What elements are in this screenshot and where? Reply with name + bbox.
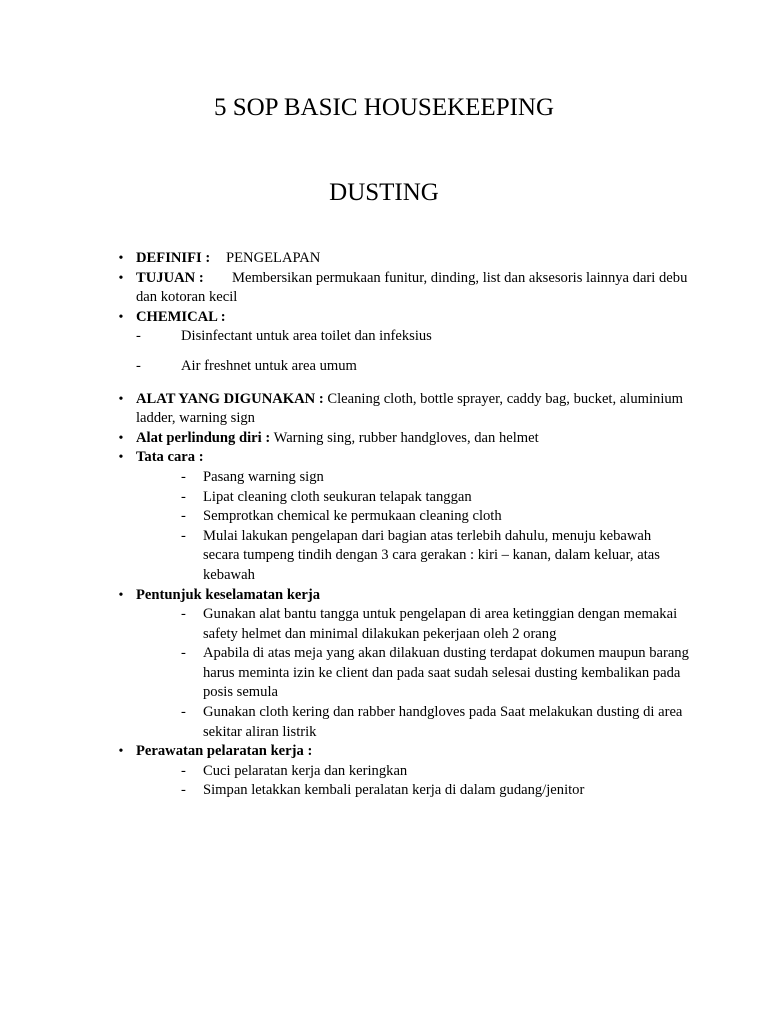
tujuan-text: Membersikan permukaan funitur, dinding, list dan aksesoris lainnya dari debu dan kotoran kecil bbox=[136, 269, 688, 306]
alat-label: ALAT YANG DIGUNAKAN : bbox=[136, 390, 324, 407]
tata-cara-item-text: Semprotkan chemical ke permukaan cleaning cloth bbox=[203, 508, 502, 525]
keselamatan-label: Pentunjuk keselamatan kerja bbox=[136, 586, 321, 603]
dash-glyph: - bbox=[181, 468, 186, 485]
document-subtitle: DUSTING bbox=[329, 179, 439, 206]
definisi-text: PENGELAPAN bbox=[226, 250, 321, 266]
bullet-icon: • bbox=[118, 744, 124, 760]
tata-cara-item bbox=[110, 527, 690, 586]
apd-label: Alat perlindung diri : bbox=[136, 429, 271, 446]
chemical-item bbox=[110, 357, 690, 377]
dash-glyph: - bbox=[181, 488, 186, 505]
dash-glyph: - bbox=[181, 762, 186, 779]
tata-cara-item-text: Pasang warning sign bbox=[203, 468, 324, 485]
dash-glyph: - bbox=[181, 782, 186, 799]
definisi-label: DEFINIFI : bbox=[136, 250, 211, 266]
perawatan-item bbox=[110, 762, 690, 782]
document-title: 5 SOP BASIC HOUSEKEEPING bbox=[213, 94, 555, 121]
dash-glyph: - bbox=[181, 606, 186, 623]
tata-cara-item bbox=[110, 507, 690, 527]
tata-cara-item-text: Lipat cleaning cloth seukuran telapak tanggan bbox=[203, 488, 472, 505]
perawatan-item bbox=[110, 781, 690, 801]
tujuan-label: TUJUAN : bbox=[136, 269, 204, 286]
chemical-item-text: Air freshnet untuk area umum bbox=[181, 357, 357, 374]
dash-glyph: - bbox=[136, 357, 141, 374]
tata-cara-item-text: Mulai lakukan pengelapan dari bagian atas terlebih dahulu, menuju kebawah secara tumpeng tindih dengan 3 cara gerakan : kiri – kanan, dalam keluar, atas kebawah bbox=[203, 527, 660, 583]
list-item-keselamatan bbox=[110, 586, 690, 606]
tata-cara-item bbox=[110, 488, 690, 508]
chemical-item bbox=[110, 327, 690, 347]
dash-glyph: - bbox=[181, 645, 186, 662]
keselamatan-item bbox=[110, 703, 690, 742]
list-item-apd bbox=[110, 429, 690, 449]
bullet-icon: • bbox=[118, 450, 124, 466]
keselamatan-item-text: Gunakan cloth kering dan rabber handgloves pada Saat melakukan dusting di area sekitar aliran listrik bbox=[203, 704, 683, 740]
tata-cara-item bbox=[110, 468, 690, 488]
dash-glyph: - bbox=[181, 527, 186, 544]
document-body bbox=[110, 249, 690, 801]
bullet-icon: • bbox=[118, 391, 124, 407]
bullet-icon: • bbox=[118, 430, 124, 446]
apd-text: Warning sing, rubber handgloves, dan helmet bbox=[270, 429, 539, 446]
list-item-tujuan bbox=[110, 269, 690, 308]
dash-glyph: - bbox=[136, 328, 141, 345]
dash-glyph: - bbox=[181, 508, 186, 525]
chemical-label: CHEMICAL : bbox=[136, 308, 226, 325]
perawatan-label: Perawatan pelaratan kerja : bbox=[136, 743, 313, 760]
list-item-chemical bbox=[110, 308, 690, 328]
bullet-icon: • bbox=[118, 587, 124, 603]
list-item-tata-cara bbox=[110, 448, 690, 468]
keselamatan-item bbox=[110, 644, 690, 703]
bullet-icon: • bbox=[118, 251, 124, 266]
bullet-icon: • bbox=[118, 270, 124, 286]
list-item-perawatan bbox=[110, 742, 690, 762]
perawatan-item-text: Simpan letakkan kembali peralatan kerja di dalam gudang/jenitor bbox=[203, 782, 585, 799]
chemical-item-text: Disinfectant untuk area toilet dan infeksius bbox=[181, 328, 432, 345]
list-item-definisi bbox=[110, 249, 690, 269]
keselamatan-item-text: Apabila di atas meja yang akan dilakuan dusting terdapat dokumen maupun barang harus meminta izin ke client dan pada saat sudah selesai dusting kembalikan pada posis semula bbox=[203, 645, 689, 701]
perawatan-item-text: Cuci pelaratan kerja dan keringkan bbox=[203, 762, 408, 779]
keselamatan-item bbox=[110, 605, 690, 644]
tata-cara-label: Tata cara : bbox=[136, 449, 204, 466]
list-item-alat bbox=[110, 390, 690, 429]
alat-text: Cleaning cloth, bottle sprayer, caddy bag, bucket, aluminium ladder, warning sign bbox=[136, 390, 684, 427]
bullet-icon: • bbox=[118, 309, 124, 325]
dash-glyph: - bbox=[181, 704, 186, 721]
keselamatan-item-text: Gunakan alat bantu tangga untuk pengelapan di area ketinggian dengan memakai safety helmet dan minimal dilakukan pekerjaan oleh 2 orang bbox=[203, 606, 678, 642]
